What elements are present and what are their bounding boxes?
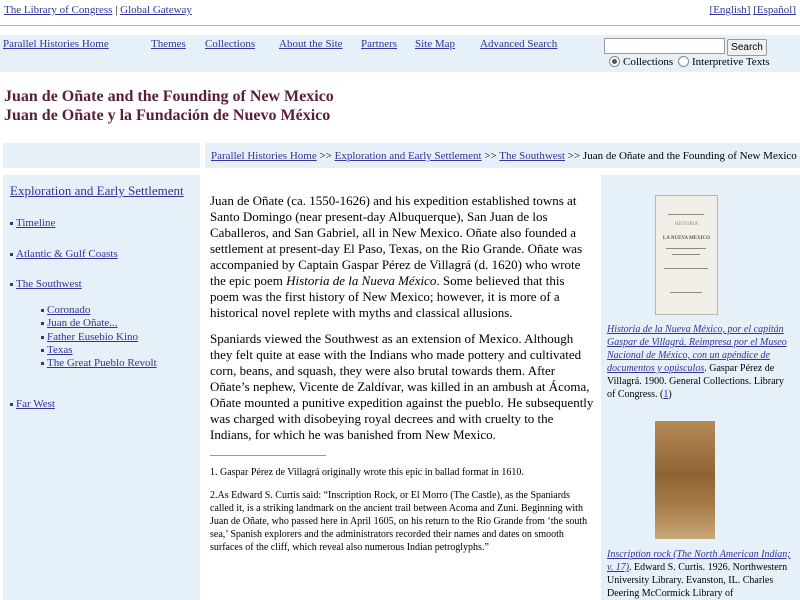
nav-advanced-search[interactable]: Advanced Search — [480, 38, 558, 50]
bullet-icon — [10, 222, 13, 225]
poem-title: Historia de la Nueva México — [286, 273, 437, 288]
main-content — [210, 193, 595, 453]
paragraph-1-text: Juan de Oñate (ca. 1550-1626) and his expedition established towns at Santo Domingo (near present-day Albuquerque), San Juan de los Caballeros, and San Gabriel, all in New Mexico. Oñate also founded a settlement at present-day El Paso, Texas, on the Rio Grande. Oñate was accompanied by Captain Gaspar Pérez de Villagrá (d. 1620) who wrote the epic poem — [210, 193, 583, 288]
bullet-icon — [41, 322, 44, 325]
bullet-icon — [10, 253, 13, 256]
bullet-icon — [41, 362, 44, 365]
paragraph-1-text-end: . Some believed that this poem was the first history of New Mexico; however, it is more of a historical novel replete with myths and classical allusions. — [210, 273, 565, 320]
page-title-spanish: Juan de Oñate y la Fundación de Nuevo México — [4, 107, 331, 124]
radio-interpretive-texts[interactable] — [678, 56, 689, 67]
nav-partners[interactable]: Partners — [361, 38, 398, 50]
breadcrumb-exploration[interactable]: Exploration and Early Settlement — [334, 150, 482, 162]
book-cover-image[interactable] — [655, 195, 718, 315]
library-of-congress-link[interactable]: The Library of Congress — [4, 4, 113, 16]
global-gateway-link[interactable]: Global Gateway — [120, 4, 192, 16]
caption-2 — [607, 548, 792, 600]
footnote-divider — [210, 455, 326, 456]
book-rule — [670, 292, 702, 293]
english-link[interactable]: [English] — [709, 4, 751, 16]
sidebar-item-far-west[interactable] — [10, 398, 55, 410]
sidebar-subitem-label: Father Eusebio Kino — [47, 331, 139, 343]
sidebar-subitem-label: The Great Pueblo Revolt — [47, 357, 157, 369]
bullet-icon — [41, 349, 44, 352]
book-rule — [664, 268, 708, 269]
radio-interpretive-label: Interpretive Texts — [692, 56, 770, 68]
search-button[interactable]: Search — [727, 39, 767, 56]
sidebar-item-southwest[interactable] — [10, 278, 82, 290]
book-line-1: HISTORIA — [674, 222, 699, 227]
bullet-icon — [41, 309, 44, 312]
sidebar-item-label: Atlantic & Gulf Coasts — [16, 248, 118, 260]
caption-1-end: ) — [668, 389, 672, 400]
sidebar-subitem-label: Coronado — [47, 304, 91, 316]
caption-1-num-link[interactable]: 1 — [663, 389, 669, 400]
book-line-2: LA NUEVA MEXICO — [662, 236, 711, 241]
page-title-english: Juan de Oñate and the Founding of New Mexico — [4, 88, 334, 105]
search-input[interactable] — [604, 38, 725, 54]
top-bar — [0, 0, 800, 22]
sidebar-item-timeline[interactable] — [10, 217, 55, 229]
sidebar-subitem-kino[interactable] — [41, 331, 138, 343]
sidebar-title[interactable]: Exploration and Early Settlement — [10, 183, 184, 198]
breadcrumb-sep: >> — [319, 150, 332, 162]
inscription-rock-photo[interactable] — [655, 421, 715, 539]
bullet-icon — [41, 336, 44, 339]
breadcrumb-home[interactable]: Parallel Histories Home — [211, 150, 317, 162]
top-divider — [0, 25, 800, 26]
footnote-2: 2.As Edward S. Curtis said: “Inscription Rock, or El Morro (The Castle), as the Spaniards called it, is a striking landmark on the ancient trail between Acoma and Zuni. Beginning with Juan de Oñate, who passed here in April 1605, on his return to the Rio Grande from ‘the south sea,’ Spanish explorers and the administrators recorded their names and dates on smooth surfaces of the cliff, which reveal also numerous Indian petroglyphs.” — [210, 490, 588, 553]
nav-parallel-histories-home[interactable]: Parallel Histories Home — [3, 38, 109, 50]
sidebar-item-label: The Southwest — [16, 278, 82, 290]
radio-collections[interactable] — [609, 56, 620, 67]
spanish-link[interactable]: [Español] — [753, 4, 796, 16]
radio-collections-label: Collections — [623, 56, 674, 68]
sidebar-subitem-label: Juan de Oñate... — [47, 317, 118, 329]
nav-site-map[interactable]: Site Map — [415, 38, 456, 50]
breadcrumb — [205, 143, 800, 168]
sidebar-subitem-coronado[interactable] — [41, 304, 90, 316]
nav-about-the-site[interactable]: About the Site — [279, 38, 343, 50]
caption-1-text: . Gaspar Pérez de Villagrá. 1900. General Collections. Library of Congress. ( — [607, 363, 784, 400]
sidebar-subitem-pueblo-revolt[interactable] — [41, 357, 157, 369]
nav-themes[interactable]: Themes — [151, 38, 186, 50]
top-separator: | — [115, 4, 118, 16]
sidebar-header-bar — [3, 143, 200, 168]
sidebar-item-label: Timeline — [16, 217, 56, 229]
nav-collections[interactable]: Collections — [205, 38, 256, 50]
breadcrumb-current: Juan de Oñate and the Founding of New Mexico — [582, 150, 797, 162]
language-links — [710, 4, 796, 16]
book-rule — [668, 214, 704, 215]
sidebar-item-atlantic-gulf[interactable] — [10, 248, 118, 260]
sidebar — [3, 175, 200, 600]
sidebar-subitem-onate[interactable] — [41, 317, 118, 329]
bullet-icon — [10, 283, 13, 286]
caption-2-link[interactable]: Inscription rock (The North American Indian; v. 17) — [607, 549, 791, 573]
bullet-icon — [10, 403, 13, 406]
breadcrumb-southwest[interactable]: The Southwest — [499, 150, 565, 162]
book-rule — [672, 254, 700, 255]
caption-1 — [607, 323, 792, 401]
paragraph-2: Spaniards viewed the Southwest as an extension of Mexico. Although they felt quite at ease with the Indians who made pottery and cultivated corn, beans, and squash, they were also brutal towards them. After Oñate’s nephew, Vicente de Zaldívar, was killed in an ambush at Ácoma, Oñate mounted a punitive expedition against the pueblo. He subsequently was charged with disobeying royal decrees and with cruelty to the Indians, for which he was banished from New Mexico. — [210, 331, 594, 442]
sidebar-subitem-label: Texas — [47, 344, 73, 356]
breadcrumb-sep: >> — [484, 150, 497, 162]
footnote-1: 1. Gaspar Pérez de Villagrá originally wrote this epic in ballad format in 1610. — [210, 467, 524, 478]
breadcrumb-trail — [211, 150, 797, 162]
breadcrumb-sep: >> — [567, 150, 581, 162]
paragraph-1 — [210, 193, 595, 321]
sidebar-subitem-texas[interactable] — [41, 344, 73, 356]
book-rule — [666, 248, 706, 249]
sidebar-item-label: Far West — [16, 398, 55, 410]
top-left-links — [4, 4, 192, 16]
caption-1-link[interactable]: Historia de la Nueva México, por el capitán Gaspar de Villagrá. Reimpresa por el Museo Nacional de México, con un apéndice de documentos y opúsculos — [607, 324, 787, 374]
caption-2-text: . Edward S. Curtis. 1926. Northwestern University Library. Evanston, IL. Charles Deering McCormick Library of — [607, 562, 788, 599]
